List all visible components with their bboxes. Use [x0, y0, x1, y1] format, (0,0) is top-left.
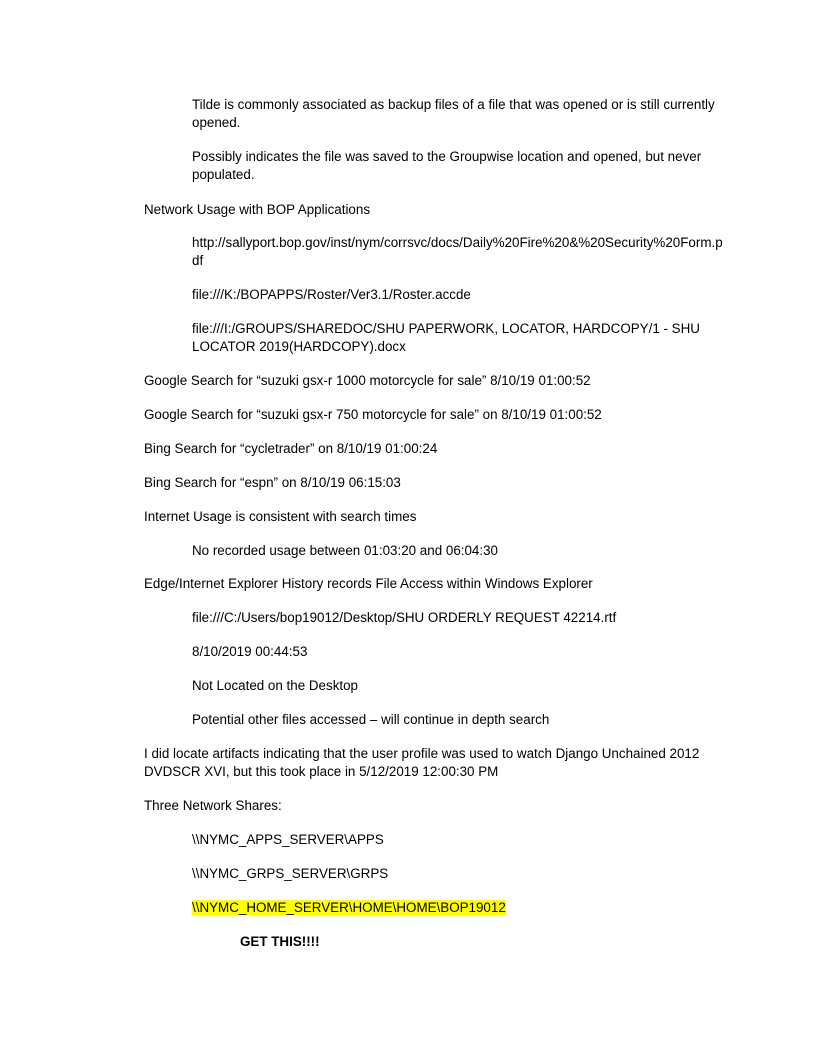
search-entry-cycletrader: Bing Search for “cycletrader” on 8/10/19 01:00:24 — [144, 441, 438, 456]
file-path-roster: file:///K:/BOPAPPS/Roster/Ver3.1/Roster.accde — [192, 287, 471, 302]
paragraph-django-artifacts: I did locate artifacts indicating that the user profile was used to watch Django Unchained 2012 DVDSCR XVI, but this took place in 5/12/2019 12:00:30 PM — [144, 746, 700, 779]
search-entry-espn: Bing Search for “espn” on 8/10/19 06:15:03 — [144, 475, 401, 490]
heading-network-usage: Network Usage with BOP Applications — [144, 202, 371, 217]
file-path-orderly-request: file:///C:/Users/bop19012/Desktop/SHU ORDERLY REQUEST 42214.rtf — [192, 610, 617, 625]
search-entry-gsxr-1000: Google Search for “suzuki gsx-r 1000 motorcycle for sale” 8/10/19 01:00:52 — [144, 373, 591, 388]
search-entry-gsxr-750: Google Search for “suzuki gsx-r 750 motorcycle for sale” on 8/10/19 01:00:52 — [144, 407, 602, 422]
paragraph-groupwise-note: Possibly indicates the file was saved to the Groupwise location and opened, but never populated. — [192, 149, 702, 182]
share-path-apps: \\NYMC_APPS_SERVER\APPS — [192, 832, 384, 847]
note-other-files: Potential other files accessed – will continue in depth search — [192, 712, 550, 727]
access-timestamp: 8/10/2019 00:44:53 — [192, 644, 308, 659]
heading-internet-usage: Internet Usage is consistent with search times — [144, 509, 417, 524]
file-path-shu-locator: file:///I:/GROUPS/SHAREDOC/SHU PAPERWORK, LOCATOR, HARDCOPY/1 - SHU LOCATOR 2019(HARDCOPY).docx — [192, 321, 700, 354]
note-not-on-desktop: Not Located on the Desktop — [192, 678, 359, 693]
note-get-this: GET THIS!!!! — [240, 934, 320, 949]
url-sallyport-form: http://sallyport.bop.gov/inst/nym/corrsvc/docs/Daily%20Fire%20&%20Security%20Form.pdf — [192, 235, 723, 268]
heading-network-shares: Three Network Shares: — [144, 798, 282, 813]
highlighted-share-path-text: \\NYMC_HOME_SERVER\HOME\HOME\BOP19012 — [192, 900, 506, 915]
paragraph-tilde-backup-note: Tilde is commonly associated as backup files of a file that was opened or is still currently opened. — [192, 97, 715, 130]
note-no-usage-gap: No recorded usage between 01:03:20 and 06:04:30 — [192, 543, 498, 558]
share-path-home-highlighted — [192, 899, 724, 917]
heading-edge-history: Edge/Internet Explorer History records File Access within Windows Explorer — [144, 576, 593, 591]
share-path-grps: \\NYMC_GRPS_SERVER\GRPS — [192, 866, 389, 881]
